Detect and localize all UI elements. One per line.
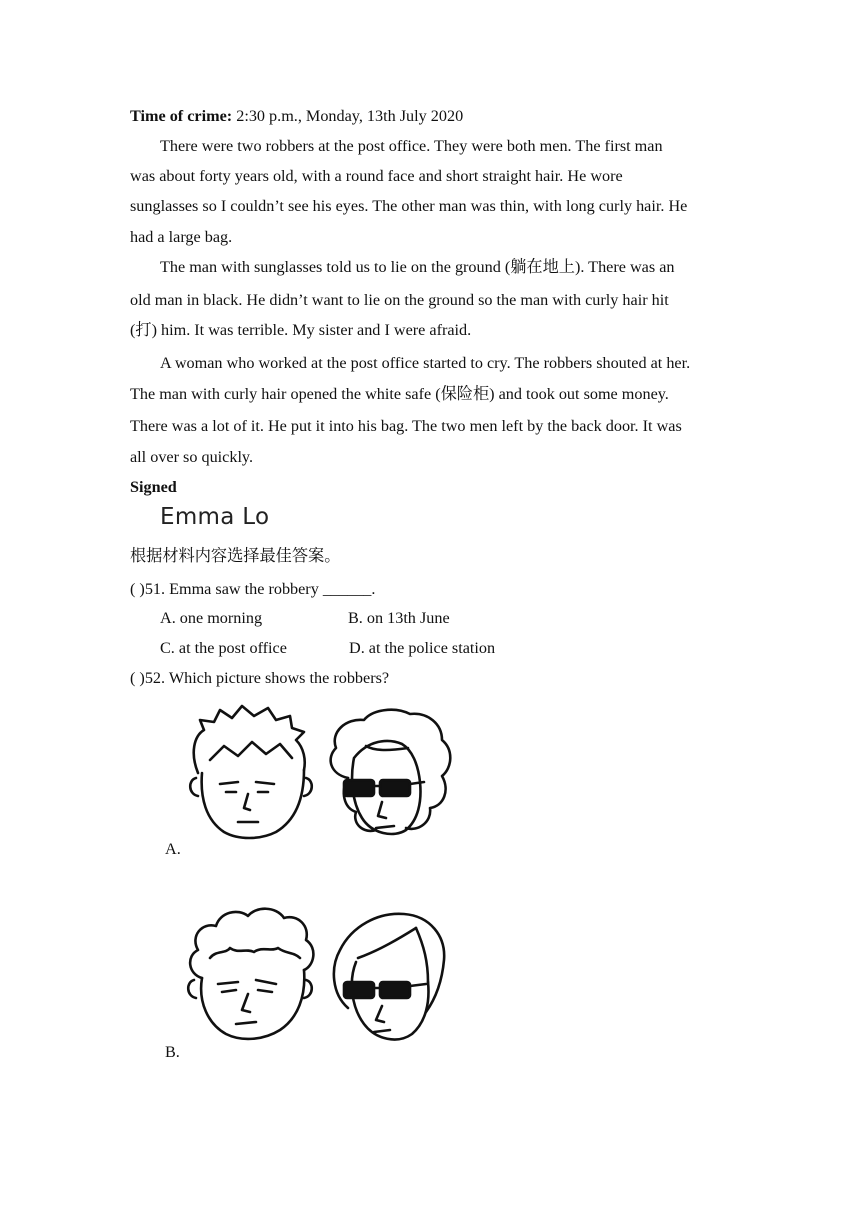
time-of-crime	[130, 106, 463, 126]
para3-line2: The man with curly hair opened the white safe (保险柜) and took out some money.	[130, 385, 669, 403]
picture-b-label: B.	[165, 1043, 180, 1061]
para2-line2: old man in black. He didn’t want to lie on the ground so the man with curly hair hit	[130, 291, 669, 309]
para2-line3: (打) him. It was terrible. My sister and I were afraid.	[130, 321, 472, 339]
q51-option-d[interactable]: D. at the police station	[349, 639, 496, 657]
para1-line2: was about forty years old, with a round face and short straight hair. He wore	[130, 167, 623, 185]
para3-line3: There was a lot of it. He put it into his bag. The two men left by the back door. It was	[130, 417, 682, 435]
q51-option-a[interactable]: A. one morning	[160, 609, 263, 627]
question-51-stem: ( )51. Emma saw the robbery ______.	[130, 580, 376, 598]
picture-b[interactable]	[180, 898, 470, 1058]
instruction: 根据材料内容选择最佳答案。	[130, 547, 341, 565]
picture-a-label: A.	[165, 840, 181, 858]
para1-line3: sunglasses so I couldn’t see his eyes. The other man was thin, with long curly hair. He	[130, 197, 688, 215]
para2-line1: The man with sunglasses told us to lie on the ground (躺在地上). There was an	[160, 258, 675, 276]
question-52-stem: ( )52. Which picture shows the robbers?	[130, 669, 390, 687]
signed-label: Signed	[130, 478, 177, 496]
para1-line4: had a large bag.	[130, 228, 233, 246]
picture-b-drawing	[180, 898, 470, 1058]
picture-a-drawing	[180, 698, 470, 858]
para1-line1: There were two robbers at the post office. They were both men. The first man	[160, 137, 663, 155]
picture-a[interactable]	[180, 698, 470, 858]
time-of-crime-label: Time of crime:	[130, 107, 233, 125]
para3-line4: all over so quickly.	[130, 448, 254, 466]
q51-option-c[interactable]: C. at the post office	[160, 639, 287, 657]
signature: Emma Lo	[160, 504, 270, 530]
time-of-crime-value: 2:30 p.m., Monday, 13th July 2020	[232, 107, 464, 125]
q51-option-b[interactable]: B. on 13th June	[348, 609, 450, 627]
para3-line1: A woman who worked at the post office started to cry. The robbers shouted at her.	[160, 354, 691, 372]
